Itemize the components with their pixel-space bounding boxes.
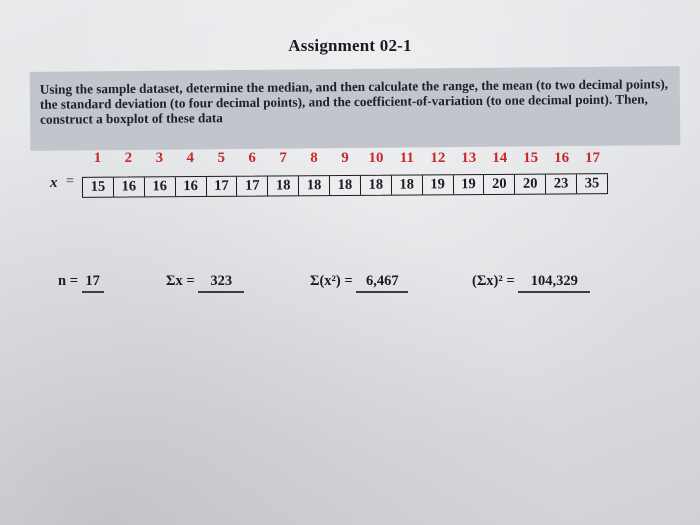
index-number: 5 (217, 150, 225, 166)
data-cell: 19 (423, 175, 454, 194)
data-cell: 18 (361, 176, 392, 195)
stat-square-of-sum-label: (Σx)² = (472, 273, 519, 289)
instructions-text: Using the sample dataset, determine the median, and then calculate the range, the mean (to two decimal points), the standard deviation (to four decimal points), and the coefficient-of-variation (to one decimal point). Then, construct a boxplot of these data (39, 76, 669, 127)
index-number: 12 (430, 150, 446, 166)
x-variable-label: x (50, 175, 58, 191)
data-cell: 15 (83, 178, 114, 197)
x-equals-sign: = (66, 174, 74, 189)
index-number: 4 (186, 150, 195, 166)
data-cell: 16 (176, 177, 207, 196)
index-row (0, 150, 700, 172)
data-cell: 17 (237, 177, 268, 196)
index-number: 8 (310, 150, 318, 166)
stat-square-of-sum-value: 104,329 (518, 273, 590, 293)
instructions-box (30, 66, 681, 151)
index-number: 6 (248, 150, 256, 166)
stat-sum-x-squared (310, 273, 408, 293)
stat-n-value: 17 (82, 273, 104, 293)
index-number: 11 (399, 150, 414, 166)
data-cell: 17 (206, 177, 237, 196)
stat-sum-x-value: 323 (198, 273, 244, 293)
stat-sum-x-label: Σx = (166, 273, 199, 289)
index-number: 9 (341, 150, 349, 166)
data-cell: 18 (392, 175, 423, 194)
stat-n (58, 273, 104, 293)
data-cell: 16 (114, 177, 145, 196)
data-cell: 20 (484, 175, 515, 194)
data-cell: 18 (299, 176, 330, 195)
index-number: 2 (124, 150, 133, 166)
data-cell: 18 (268, 176, 299, 195)
index-number: 14 (492, 150, 508, 166)
dataset-table (82, 173, 608, 198)
stat-n-label: n = (58, 273, 82, 289)
stat-square-of-sum (472, 273, 590, 293)
index-number: 3 (155, 150, 164, 166)
index-number: 15 (523, 150, 539, 166)
page-title: Assignment 02-1 (288, 36, 412, 55)
index-number: 16 (554, 150, 570, 166)
index-number: 1 (93, 150, 102, 166)
data-cell: 23 (546, 174, 577, 193)
index-number: 10 (368, 150, 384, 166)
index-number: 13 (461, 150, 477, 166)
data-cell: 16 (145, 177, 176, 196)
data-cell: 19 (453, 175, 484, 194)
data-cell: 20 (515, 175, 546, 194)
stat-sum-x (166, 273, 244, 293)
index-number: 7 (279, 150, 287, 166)
stat-sum-x-squared-label: Σ(x²) = (310, 273, 357, 289)
stat-sum-x-squared-value: 6,467 (356, 273, 408, 293)
data-cell: 18 (330, 176, 361, 195)
data-cell: 35 (584, 175, 600, 192)
index-number: 17 (585, 150, 601, 166)
